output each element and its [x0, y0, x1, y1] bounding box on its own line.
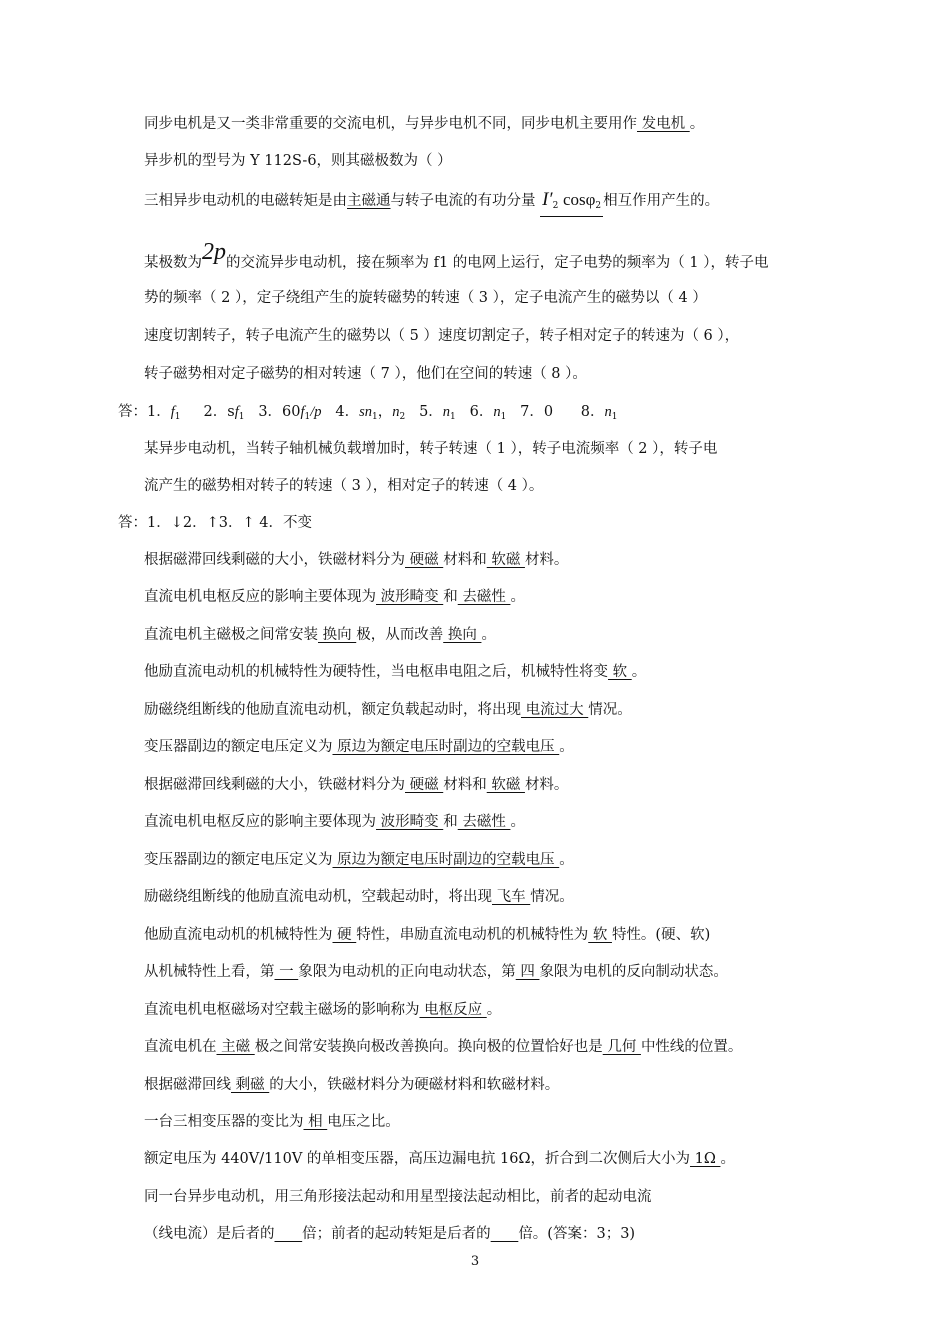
answer-blank: 发电机	[637, 116, 690, 132]
text-line: 根据磁滞回线剩磁的大小，铁磁材料分为 硬磁 材料和 软磁 材料。	[144, 552, 569, 568]
text-line: 同一台异步电动机，用三角形接法起动和用星型接法起动相比，前者的起动电流	[144, 1189, 652, 1205]
answer-blank: 原边为额定电压时副边的空载电压	[332, 739, 560, 755]
text-line: 流产生的磁势相对转子的转速（ 3 ），相对定子的转速（ 4 ）。	[144, 478, 544, 494]
answer-blank: 硬	[332, 927, 357, 943]
answer-blank: 飞车	[492, 889, 531, 905]
text-line: 根据磁滞回线剩磁的大小，铁磁材料分为 硬磁 材料和 软磁 材料。	[144, 777, 569, 793]
answer-blank: 剩磁	[231, 1077, 270, 1093]
text-line: 直流电机电枢反应的影响主要体现为 波形畸变 和 去磁性 。	[144, 589, 525, 605]
answer-blank: 换向	[443, 627, 482, 643]
answer-blank: 软磁	[486, 777, 525, 793]
answer-blank: 波形畸变	[376, 589, 444, 605]
text-line: 速度切割转子，转子电流产生的磁势以（ 5 ）速度切割定子，转子相对定子的转速为（ 6 ），	[144, 328, 740, 344]
answer-blank: 换向	[318, 627, 357, 643]
text-line: 励磁绕组断线的他励直流电动机，额定负载起动时，将出现 电流过大 情况。	[144, 702, 632, 718]
text-line: 变压器副边的额定电压定义为 原边为额定电压时副边的空载电压 。	[144, 739, 574, 755]
answer-blank: 去磁性	[457, 814, 511, 830]
text-line: 励磁绕组断线的他励直流电动机，空载起动时，将出现 飞车 情况。	[144, 889, 574, 905]
text-line: 三相异步电动机的电磁转矩是由主磁通与转子电流的有功分量 $I'_2$ cosφ$_2$ 相互作用产生的。	[144, 190, 719, 217]
answer-blank: 波形畸变	[376, 814, 444, 830]
text-line: 势的频率（ 2 ），定子绕组产生的旋转磁势的转速（ 3 ），定子电流产生的磁势以（ 4 ）	[144, 290, 707, 306]
text-line: 转子磁势相对定子磁势的相对转速（ 7 ），他们在空间的转速（ 8 ）。	[144, 366, 587, 382]
answer-blank	[491, 1226, 519, 1242]
answer-blank: 软	[608, 664, 632, 680]
text-line: 异步机的型号为 Y 112S-6，则其磁极数为（ ）	[144, 153, 452, 169]
text-line: 变压器副边的额定电压定义为 原边为额定电压时副边的空载电压 。	[144, 852, 574, 868]
answer-blank: 主磁	[216, 1039, 255, 1055]
text-line: 直流电机电枢磁场对空载主磁场的影响称为 电枢反应 。	[144, 1002, 502, 1018]
text-line: 从机械特性上看，第 一 象限为电动机的正向电动状态，第 四 象限为电机的反向制动状态。	[144, 964, 728, 980]
answer-blank	[275, 1226, 303, 1242]
answer-line: 答：1．↓2．↑3．↑ 4．不变	[118, 515, 312, 531]
text-line: 某异步电动机，当转子轴机械负载增加时，转子转速（ 1 ），转子电流频率（ 2 ），转子电	[144, 441, 718, 457]
answer-blank: 软磁	[486, 552, 525, 568]
text-line: 他励直流电动机的机械特性为硬特性，当电枢串电阻之后，机械特性将变 软 。	[144, 664, 647, 680]
answer-blank: 电流过大	[521, 702, 589, 718]
text-line: 同步电机是又一类非常重要的交流电机，与异步电机不同，同步电机主要用作 发电机 。	[144, 116, 705, 132]
answer-blank: 四	[515, 964, 540, 980]
text-line: （线电流）是后者的 倍；前者的起动转矩是后者的 倍。(答案：3；3)	[144, 1226, 636, 1242]
answer-blank: 原边为额定电压时副边的空载电压	[332, 852, 560, 868]
answer-blank: 电枢反应	[419, 1002, 487, 1018]
text-line: 直流电机主磁极之间常安装 换向 极，从而改善 换向 。	[144, 627, 496, 643]
page-number: 3	[470, 1254, 480, 1269]
answer-blank: 主磁通	[347, 193, 391, 209]
answer-blank: 软	[588, 927, 612, 943]
text-line: 一台三相变压器的变比为 相 电压之比。	[144, 1114, 400, 1130]
answer-blank: 几何	[602, 1039, 641, 1055]
answer-line: 答：1．$f_1$ 2．$sf_1$ 3．$60f_1/p$ 4．$sn_1$，$n_2$ 5．$n_1$ 6．$n_1$ 7．0 8．$n_1$	[118, 404, 618, 422]
text-line: 某极数为2p的交流异步电动机，接在频率为 f1 的电网上运行，定子电势的频率为（ 1 ），转子电	[144, 239, 769, 271]
answer-blank: 相	[303, 1114, 328, 1130]
formula-2p: 2p	[202, 239, 226, 265]
answer-blank: 一	[274, 964, 299, 980]
answer-blank: 去磁性	[457, 589, 511, 605]
text-line: 根据磁滞回线 剩磁 的大小，铁磁材料分为硬磁材料和软磁材料。	[144, 1077, 560, 1093]
text-line: 直流电机在 主磁 极之间常安装换向极改善换向。换向极的位置恰好也是 几何 中性线的位置。	[144, 1039, 743, 1055]
text-line: 直流电机电枢反应的影响主要体现为 波形畸变 和 去磁性 。	[144, 814, 525, 830]
answer-blank: 硬磁	[405, 777, 444, 793]
answer-blank: 1Ω	[689, 1151, 721, 1167]
answer-blank: 硬磁	[405, 552, 444, 568]
text-line: 额定电压为 440V/110V 的单相变压器，高压边漏电抗 16Ω，折合到二次侧后大小为 1Ω 。	[144, 1151, 735, 1167]
formula-i2-cos-phi2: $I'_2$ cosφ$_2$	[540, 190, 603, 217]
text-line: 他励直流电动机的机械特性为 硬 特性，串励直流电动机的机械特性为 软 特性。(硬、软)	[144, 927, 711, 943]
